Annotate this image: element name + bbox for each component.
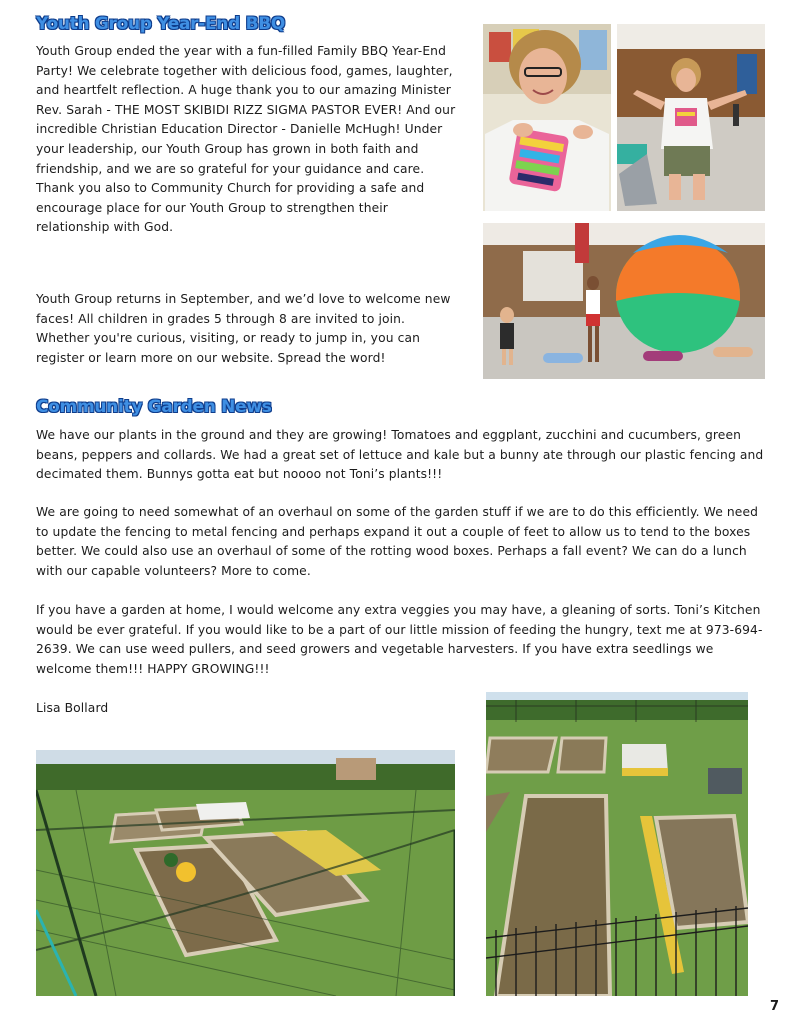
- youth-paragraph-1: Youth Group ended the year with a fun-filled Family BBQ Year-End Party! We celebrate together with delicious food, games, laughter, and heartfelt reflection. A huge thank you to our amazing Minister Rev. Sarah - THE MOST SKIBIDI RIZZ SIGMA PASTOR EVER! And our incredible Christian Education Director - Danielle McHugh! Under your leadership, our Youth Group has grown in both faith and friendship, and we are so grateful for your guidance and care. Thank you also to Community Church for providing a safe and encourage place for our Youth Group to strengthen their relationship with God.: [36, 44, 456, 235]
- photo-pastor-standing: [617, 24, 765, 211]
- garden-paragraph-3: If you have a garden at home, I would welcome any extra veggies you may have, a gleaning of sorts. Toni’s Kitchen would be ever grateful. If you would like to be a part of our little mission of feeding the hungry, text me at 973-694-2639. We can use weed pullers, and seed growers and vegetable harvesters. If you have extra seedlings we welcome them!!! HAPPY GROWING!!!: [36, 603, 763, 676]
- garden-heading: Community Garden News: [36, 397, 272, 417]
- garden-paragraph-2: We are going to need somewhat of an overhaul on some of the garden stuff if we are to do this efficiently. We need to update the fencing to metal fencing and perhaps expand it out a couple of feet to allow us to tend to the boxes better. We could also use an overhaul of some of the rotting wood boxes. Perhaps a fall event? We can do a lunch with our capable volunteers? More to come.: [36, 505, 759, 578]
- garden-signature: Lisa Bollard: [36, 701, 109, 715]
- photo-garden-overview: [36, 750, 455, 996]
- youth-heading: Youth Group Year-End BBQ: [36, 14, 286, 34]
- photo-beach-ball-game: [483, 223, 765, 379]
- page-number: 7: [769, 999, 779, 1014]
- photo-pastor-shirt: [483, 24, 611, 211]
- youth-paragraph-2: Youth Group returns in September, and we’d love to welcome new faces! All children in grades 5 through 8 are invited to join. Whether you're curious, visiting, or ready to jump in, you can register or learn more on our website. Spread the word!: [36, 292, 451, 365]
- photo-garden-beds: [486, 692, 748, 996]
- garden-paragraph-1: We have our plants in the ground and they are growing! Tomatoes and eggplant, zucchini and cucumbers, green beans, peppers and collards. We had a great set of lettuce and kale but a bunny ate through our plastic fencing and decimated them. Bunnys gotta eat but noooo not Toni’s plants!!!: [36, 428, 764, 482]
